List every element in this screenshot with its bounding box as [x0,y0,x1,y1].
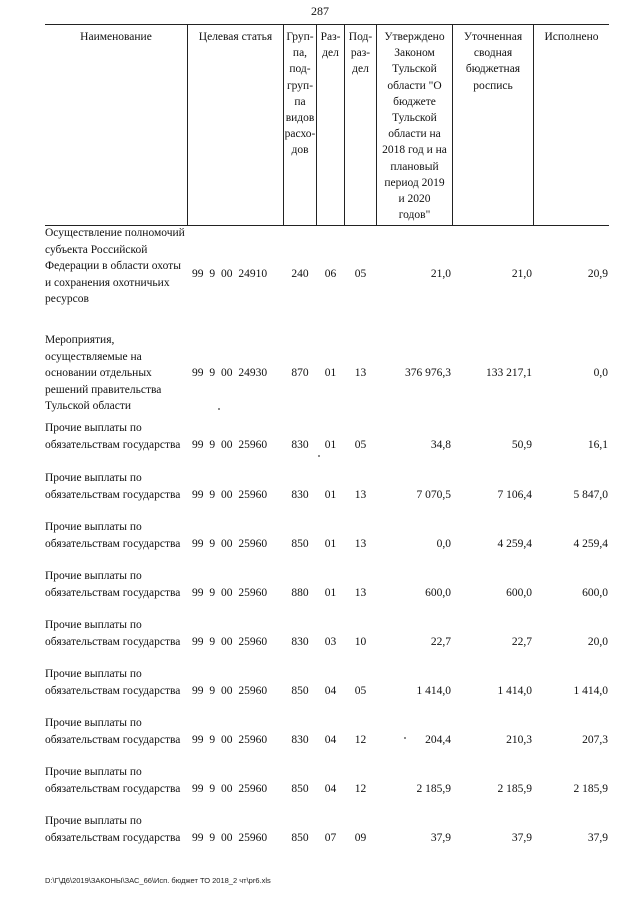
revised-amount-cell: 210,3 [506,733,532,746]
group-cell: 830 [291,438,309,451]
subsection-cell: 09 [354,831,367,844]
revised-amount-cell: 2 185,9 [497,782,532,795]
target-code-cell: 99 9 00 24910 [192,268,268,281]
target-code-cell: 99 9 00 25960 [192,782,268,795]
group-cell: 850 [291,537,309,550]
scan-speck [218,408,220,410]
revised-amount-cell: 37,9 [511,831,532,844]
item-name-cell: Прочие выплаты по обязательствам государства [45,570,181,599]
approved-amount-cell: 2 185,9 [416,782,451,795]
subsection-cell: 05 [354,684,367,697]
executed-amount-cell: 0,0 [593,367,608,379]
table-row [45,332,609,415]
page-number: 287 [311,4,329,18]
executed-amount-cell: 4 259,4 [573,537,608,550]
table-row [45,568,609,618]
table-header [45,24,609,226]
header-executed: Исполнено [544,31,599,43]
item-name-cell: Прочие выплаты по обязательствам государства [45,422,181,451]
executed-amount-cell: 20,0 [587,635,608,648]
approved-amount-cell: 1 414,0 [416,684,451,697]
table-row [45,715,609,765]
section-cell: 03 [324,635,337,648]
item-name-cell: Прочие выплаты по обязательствам государства [45,472,181,501]
target-code-cell: 99 9 00 25960 [192,586,268,599]
subsection-cell: 13 [354,367,367,379]
approved-amount-cell: 204,4 [425,733,451,746]
revised-amount-cell: 7 106,4 [497,488,532,501]
section-cell: 07 [324,831,337,844]
revised-amount-cell: 133 217,1 [486,367,532,379]
group-cell: 830 [291,488,309,501]
revised-amount-cell: 1 414,0 [497,684,532,697]
table-row [45,420,609,470]
target-code-cell: 99 9 00 24930 [192,367,268,379]
item-name-cell: Прочие выплаты по обязательствам государства [45,668,181,697]
subsection-cell: 05 [354,268,367,281]
section-cell: 01 [324,537,337,550]
approved-amount-cell: 376 976,3 [405,367,451,379]
scan-speck [318,455,320,457]
section-cell: 01 [324,438,337,451]
executed-amount-cell: 16,1 [587,438,608,451]
section-cell: 04 [324,782,337,795]
group-cell: 850 [291,782,309,795]
header-section: Раз- дел [320,31,341,60]
subsection-cell: 13 [354,488,367,501]
header-target: Целевая статья [198,31,273,43]
executed-amount-cell: 37,9 [587,831,608,844]
target-code-cell: 99 9 00 25960 [192,488,268,501]
target-code-cell: 99 9 00 25960 [192,635,268,648]
scan-speck [404,737,406,739]
header-name: Наименование [80,31,152,43]
approved-amount-cell: 0,0 [436,537,451,550]
item-name-cell: Прочие выплаты по обязательствам государства [45,815,181,844]
item-name-cell: Мероприятия, осуществляемые на основании отдельных решений правительства Тульской области [45,334,162,412]
item-name-cell: Прочие выплаты по обязательствам государства [45,521,181,550]
executed-amount-cell: 207,3 [582,733,608,746]
section-cell: 04 [324,733,337,746]
subsection-cell: 13 [354,586,367,599]
subsection-cell: 10 [354,635,367,648]
group-cell: 240 [291,268,309,281]
file-path-footer: D:\Г\Д6\2019\ЗАКОНЫ\ЗАС_66\Исп. бюджет ТО 2018_2 чт\pr6.xls [45,876,271,885]
target-code-cell: 99 9 00 25960 [192,733,268,746]
table-row [45,764,609,814]
section-cell: 01 [324,586,337,599]
table-row [45,617,609,667]
table-row [45,666,609,716]
revised-amount-cell: 21,0 [511,268,532,281]
item-name-cell: Осуществление полномочий субъекта Российской Федерации в области охоты и сохранения охотничьих ресурсов [45,227,185,305]
executed-amount-cell: 2 185,9 [573,782,608,795]
executed-amount-cell: 1 414,0 [573,684,608,697]
target-code-cell: 99 9 00 25960 [192,438,268,451]
target-code-cell: 99 9 00 25960 [192,537,268,550]
table-row [45,225,609,324]
executed-amount-cell: 600,0 [582,586,608,599]
revised-amount-cell: 22,7 [511,635,532,648]
header-approved: Утверждено Законом Тульской области "О бюджете Тульской области на 2018 год и на плановый период 2019 и 2020 годов" [382,31,447,222]
item-name-cell: Прочие выплаты по обязательствам государства [45,619,181,648]
subsection-cell: 12 [354,782,367,795]
table-row [45,813,609,863]
table-row [45,519,609,569]
approved-amount-cell: 600,0 [425,586,451,599]
target-code-cell: 99 9 00 25960 [192,831,268,844]
group-cell: 850 [291,684,309,697]
item-name-cell: Прочие выплаты по обязательствам государства [45,717,181,746]
item-name-cell: Прочие выплаты по обязательствам государства [45,766,181,795]
approved-amount-cell: 37,9 [430,831,451,844]
group-cell: 830 [291,635,309,648]
approved-amount-cell: 7 070,5 [416,488,451,501]
executed-amount-cell: 20,9 [587,268,608,281]
header-group: Груп- па, под- груп- па видов расхо- дов [284,31,316,157]
approved-amount-cell: 34,8 [430,438,451,451]
group-cell: 880 [291,586,309,599]
header-subsection: Под- раз- дел [348,31,373,76]
group-cell: 870 [291,367,309,379]
section-cell: 01 [324,488,337,501]
executed-amount-cell: 5 847,0 [573,488,608,501]
revised-amount-cell: 50,9 [511,438,532,451]
subsection-cell: 05 [354,438,367,451]
revised-amount-cell: 600,0 [506,586,532,599]
section-cell: 01 [324,367,337,379]
group-cell: 830 [291,733,309,746]
subsection-cell: 13 [354,537,367,550]
subsection-cell: 12 [354,733,367,746]
section-cell: 06 [324,268,337,281]
revised-amount-cell: 4 259,4 [497,537,532,550]
group-cell: 850 [291,831,309,844]
header-revised: Уточненная сводная бюджетная роспись [463,31,523,92]
approved-amount-cell: 22,7 [430,635,451,648]
table-row [45,470,609,520]
approved-amount-cell: 21,0 [430,268,451,281]
section-cell: 04 [324,684,337,697]
target-code-cell: 99 9 00 25960 [192,684,268,697]
